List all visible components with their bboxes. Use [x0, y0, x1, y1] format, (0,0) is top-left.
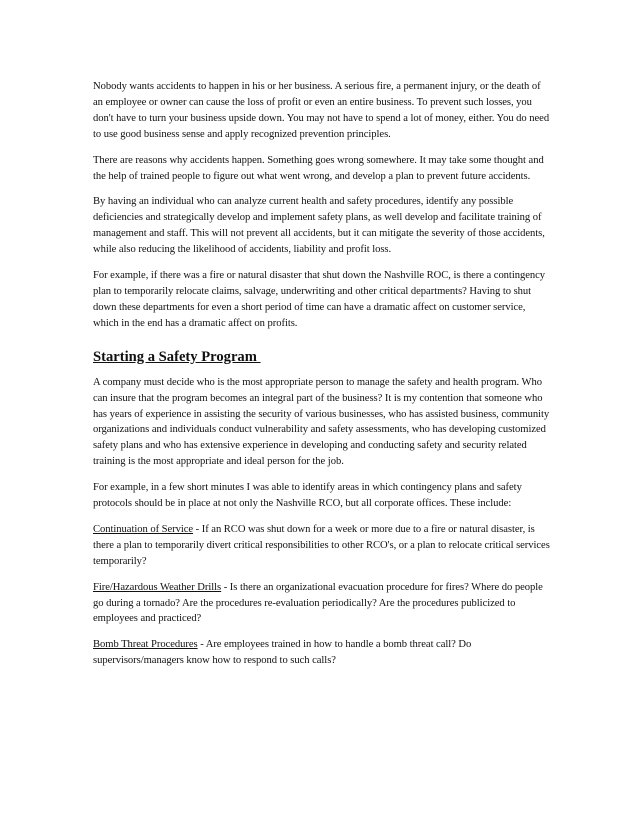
section-paragraph-2: For example, in a few short minutes I was able to identify areas in which contingency plans and safety protocols should be in place at not only the Nashville RCO, but all corporate offices. These include: — [93, 482, 522, 510]
item-bomb-threat-procedures — [93, 637, 553, 669]
intro-paragraph-3: By having an individual who can analyze current health and safety procedures, identify any possible deficiencies and strategically develop and implement safety plans, as well develop and facilitate training of management and staff. This will not prevent all accidents, but it can mitigate the severity of those accidents, while also reducing the likelihood of accidents, liability and profit loss. — [93, 196, 545, 256]
intro-paragraph-1: Nobody wants accidents to happen in his or her business. A serious fire, a permanent injury, or the death of an employee or owner can cause the loss of profit or even an entire business. To prevent such losses, you don't have to turn your business upside down. You may not have to spend a lot of money, either. You do need to use good business sense and apply recognized prevention principles. — [93, 81, 550, 140]
item-fire-weather-drills — [93, 580, 553, 628]
item-text: - Is there an organizational evacuation procedure for fires? Where do people go during a tornado? Are the procedures re-evaluation periodically? Are the procedures publicized to employees and practiced? — [93, 581, 543, 625]
item-term: Fire/Hazardous Weather Drills — [93, 581, 222, 593]
item-term: Bomb Threat Procedures — [93, 639, 198, 651]
document-page — [93, 79, 553, 679]
item-text: - Are employees trained in how to handle a bomb threat call? Do supervisors/managers know how to respond to such calls? — [93, 639, 472, 667]
intro-paragraph-2: There are reasons why accidents happen. Something goes wrong somewhere. It may take some thought and the help of trained people to figure out what went wrong, and develop a plan to prevent future accidents. — [93, 154, 544, 182]
item-text: - If an RCO was shut down for a week or more due to a fire or natural disaster, is there a plan to temporarily divert critical responsibilities to other RCO's, or a plan to relocate critical services temporarily? — [93, 523, 550, 567]
intro-paragraph-4: For example, if there was a fire or natural disaster that shut down the Nashville ROC, is there a contingency plan to temporarily relocate claims, salvage, underwriting and other critical departments? Having to shut down these departments for even a short period of time can have a dramatic affect on customer service, which in the end has a dramatic affect on profits. — [93, 270, 546, 329]
item-continuation-of-service — [93, 522, 553, 570]
section-paragraph-1: A company must decide who is the most appropriate person to manage the safety and health program. Who can insure that the program becomes an integral part of the business? It is my contention that someone who has years of experience in assisting the security of various businesses, who has assisted business, community organizations and individuals conduct vulnerability and safety assessments, who has developing customized safety plans and who has extensive experience in developing and conducting safety and security related training is the most appropriate and ideal person for the job. — [93, 376, 550, 468]
section-heading: Starting a Safety Program — [93, 348, 261, 365]
item-term: Continuation of Service — [93, 523, 194, 535]
